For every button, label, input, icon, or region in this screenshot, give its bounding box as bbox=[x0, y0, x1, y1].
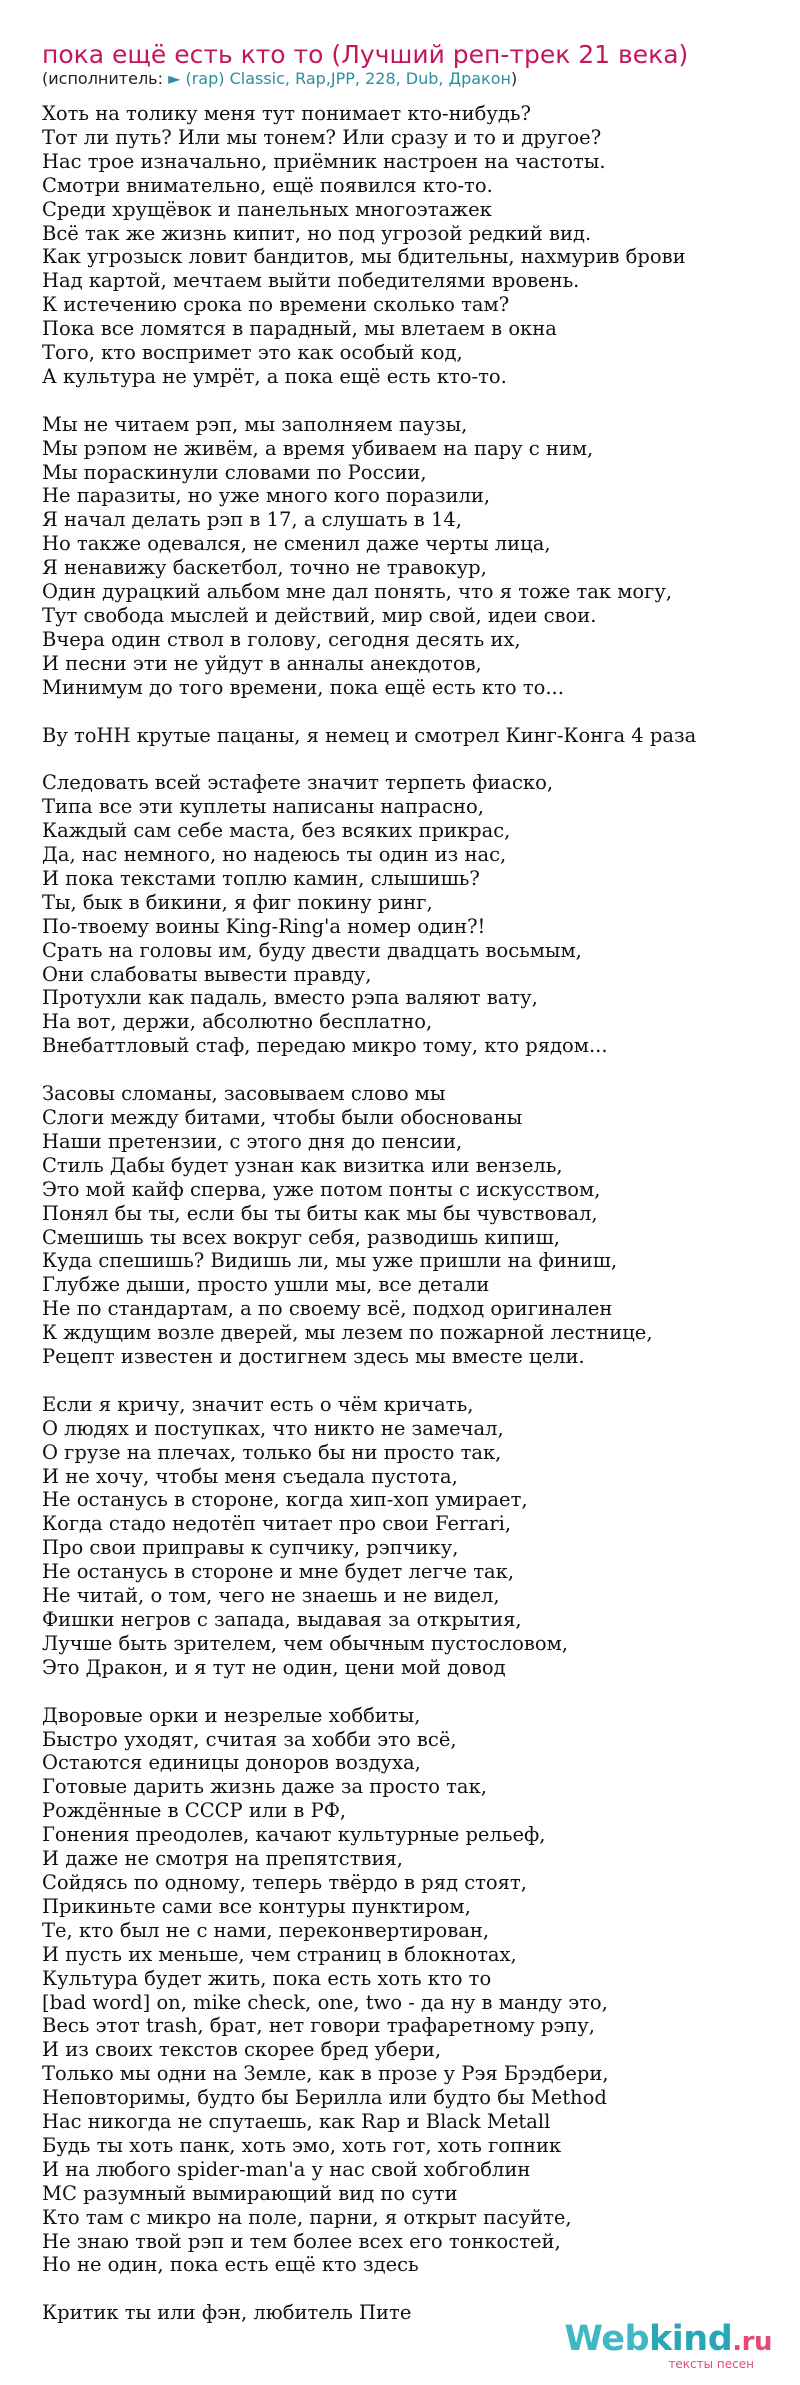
lyrics-line: Стиль Дабы будет узнан как визитка или вензель, bbox=[42, 1153, 563, 1177]
site-logo[interactable] bbox=[564, 2320, 772, 2371]
lyrics-line: Если я кричу, значит есть о чём кричать, bbox=[42, 1392, 474, 1416]
lyrics-line: По-твоему воины King-Ring'a номер один?! bbox=[42, 914, 486, 938]
lyrics-text bbox=[42, 102, 782, 2349]
lyrics-line: Фишки негров с запада, выдавая за открытия, bbox=[42, 1608, 522, 1632]
lyrics-line: Мы рэпом не живём, а время убиваем на пару с ним, bbox=[42, 436, 594, 460]
logo-ru: .ru bbox=[732, 2327, 772, 2357]
artist-prefix: (исполнитель: bbox=[42, 69, 169, 88]
lyrics-line: Те, кто был не с нами, переконвертирован, bbox=[42, 1918, 490, 1942]
lyrics-line: Сойдясь по одному, теперь твёрдо в ряд стоят, bbox=[42, 1870, 527, 1894]
lyrics-line: МС разумный вымирающий вид по сути bbox=[42, 2181, 458, 2205]
lyrics-line: Мы пораскинули словами по России, bbox=[42, 460, 427, 484]
logo-web: Web bbox=[564, 2319, 650, 2359]
artist-suffix: ) bbox=[510, 69, 518, 88]
lyrics-stanza bbox=[42, 1082, 782, 1369]
lyrics-line: Куда спешишь? Видишь ли, мы уже пришли на финиш, bbox=[42, 1249, 618, 1273]
lyrics-line: Не по стандартам, а по своему всё, подход оригинален bbox=[42, 1297, 613, 1321]
logo-tagline: тексты песен bbox=[668, 2357, 754, 2371]
lyrics-line: Тот ли путь? Или мы тонем? Или сразу и то и другое? bbox=[42, 125, 602, 149]
lyrics-line: Засовы сломаны, засовываем слово мы bbox=[42, 1082, 446, 1106]
lyrics-line: Внебаттловый стаф, передаю микро тому, кто рядом... bbox=[42, 1034, 608, 1058]
lyrics-line: Дворовые орки и незрелые хоббиты, bbox=[42, 1703, 421, 1727]
lyrics-line: Типа все эти куплеты написаны напрасно, bbox=[42, 795, 484, 819]
lyrics-line: И песни эти не уйдут в анналы анекдотов, bbox=[42, 651, 482, 675]
lyrics-line: Готовые дарить жизнь даже за просто так, bbox=[42, 1775, 487, 1799]
lyrics-line: Да, нас немного, но надеюсь ты один из нас, bbox=[42, 843, 507, 867]
lyrics-line: Не знаю твой рэп и тем более всех его тонкостей, bbox=[42, 2229, 561, 2253]
lyrics-line: Это Дракон, и я тут не один, цени мой довод bbox=[42, 1655, 506, 1679]
lyrics-line: Прикиньте сами все контуры пунктиром, bbox=[42, 1894, 471, 1918]
lyrics-line: Вчера один ствол в голову, сегодня десять их, bbox=[42, 627, 521, 651]
lyrics-line: Ву тоНН крутые пацаны, я немец и смотрел Кинг-Конга 4 раза bbox=[42, 723, 697, 747]
lyrics-stanza bbox=[42, 771, 782, 1058]
lyrics-line: Не останусь в стороне и мне будет легче так, bbox=[42, 1560, 515, 1584]
lyrics-line: Того, кто воспримет это как особый код, bbox=[42, 341, 463, 365]
lyrics-line: Не паразиты, но уже много кого поразили, bbox=[42, 484, 491, 508]
lyrics-line: И даже не смотря на препятствия, bbox=[42, 1847, 403, 1871]
lyrics-line: Когда стадо недотёп читает про свои Ferrari, bbox=[42, 1512, 512, 1536]
lyrics-line: Я ненавижу баскетбол, точно не травокур, bbox=[42, 556, 487, 580]
lyrics-line: Это мой кайф сперва, уже потом понты с искусством, bbox=[42, 1177, 601, 1201]
lyrics-line: И из своих текстов скорее бред убери, bbox=[42, 2038, 442, 2062]
lyrics-line: Будь ты хоть панк, хоть эмо, хоть гот, хоть гопник bbox=[42, 2133, 562, 2157]
lyrics-line: Минимум до того времени, пока ещё есть кто то... bbox=[42, 675, 564, 699]
lyrics-line: Пока все ломятся в парадный, мы влетаем в окна bbox=[42, 317, 557, 341]
lyrics-line: Один дурацкий альбом мне дал понять, что я тоже так могу, bbox=[42, 580, 673, 604]
lyrics-line: Смешишь ты всех вокруг себя, разводишь кипиш, bbox=[42, 1225, 560, 1249]
lyrics-line: Глубже дыши, просто ушли мы, все детали bbox=[42, 1273, 490, 1297]
lyrics-stanza bbox=[42, 1704, 782, 2278]
lyrics-line: Кто там с микро на поле, парни, я открыт пасуйте, bbox=[42, 2205, 572, 2229]
song-title: пока ещё есть кто то (Лучший реп-трек 21 века) bbox=[42, 40, 689, 69]
lyrics-line: Не читай, о том, чего не знаешь и не видел, bbox=[42, 1584, 500, 1608]
lyrics-line: Я начал делать рэп в 17, а слушать в 14, bbox=[42, 508, 462, 532]
lyrics-line: Мы не читаем рэп, мы заполняем паузы, bbox=[42, 412, 468, 436]
lyrics-line: [bad word] on, mike check, one, two - да ну в манду это, bbox=[42, 1990, 608, 2014]
lyrics-line: Но не один, пока есть ещё кто здесь bbox=[42, 2253, 419, 2277]
lyrics-line: Протухли как падаль, вместо рэпа валяют вату, bbox=[42, 986, 538, 1010]
lyrics-line: И пусть их меньше, чем страниц в блокнотах, bbox=[42, 1942, 517, 1966]
lyrics-line: Ты, бык в бикини, я фиг покину ринг, bbox=[42, 890, 433, 914]
lyrics-stanza bbox=[42, 102, 782, 389]
lyrics-line: Неповторимы, будто бы Берилла или будто бы Method bbox=[42, 2086, 607, 2110]
lyrics-line: Но также одевался, не сменил даже черты лица, bbox=[42, 532, 551, 556]
lyrics-line: Как угрозыск ловит бандитов, мы бдительны, нахмурив брови bbox=[42, 245, 686, 269]
artist-link[interactable]: ► (rap) Classic, Rap,JPP, 228, Dub, Дракон bbox=[168, 69, 511, 88]
lyrics-stanza bbox=[42, 413, 782, 700]
lyrics-line: Не останусь в стороне, когда хип-хоп умирает, bbox=[42, 1488, 528, 1512]
lyrics-line: Они слабоваты вывести правду, bbox=[42, 962, 372, 986]
lyrics-line: Тут свобода мыслей и действий, мир свой, идеи свои. bbox=[42, 604, 597, 628]
lyrics-line: А культура не умрёт, а пока ещё есть кто-то. bbox=[42, 364, 507, 388]
lyrics-stanza bbox=[42, 1393, 782, 1680]
lyrics-line: Смотри внимательно, ещё появился кто-то. bbox=[42, 173, 493, 197]
lyrics-line: О грузе на плечах, только бы ни просто так, bbox=[42, 1440, 502, 1464]
lyrics-stanza bbox=[42, 724, 782, 748]
lyrics-line: Нас никогда не спутаешь, как Rap и Black Metall bbox=[42, 2110, 551, 2134]
lyrics-line: Над картой, мечтаем выйти победителями вровень. bbox=[42, 269, 580, 293]
lyrics-line: Понял бы ты, если бы ты биты как мы бы чувствовал, bbox=[42, 1201, 598, 1225]
lyrics-line: И пока текстами топлю камин, слышишь? bbox=[42, 866, 480, 890]
lyrics-line: И на любого spider-man'a у нас свой хобгоблин bbox=[42, 2157, 531, 2181]
lyrics-line: И не хочу, чтобы меня съедала пустота, bbox=[42, 1464, 458, 1488]
lyrics-line: Слоги между битами, чтобы были обоснованы bbox=[42, 1106, 523, 1129]
lyrics-line: Рождённые в СССР или в РФ, bbox=[42, 1799, 347, 1823]
lyrics-line: Лучше быть зрителем, чем обычным пустословом, bbox=[42, 1631, 568, 1655]
lyrics-line: Только мы одни на Земле, как в прозе у Рэя Брэдбери, bbox=[42, 2062, 609, 2086]
lyrics-line: Всё так же жизнь кипит, но под угрозой редкий вид. bbox=[42, 221, 592, 245]
lyrics-line: Остаются единицы доноров воздуха, bbox=[42, 1751, 421, 1775]
logo-kind: kind bbox=[649, 2319, 733, 2359]
lyrics-line: Следовать всей эстафете значит терпеть фиаско, bbox=[42, 771, 554, 795]
lyrics-line: Хоть на толику меня тут понимает кто-нибудь? bbox=[42, 102, 531, 125]
lyrics-line: Весь этот trash, брат, нет говори трафаретному рэпу, bbox=[42, 2014, 595, 2038]
lyrics-line: Наши претензии, с этого дня до пенсии, bbox=[42, 1129, 463, 1153]
lyrics-line: Быстро уходят, считая за хобби это всё, bbox=[42, 1727, 457, 1751]
lyrics-line: Среди хрущёвок и панельных многоэтажек bbox=[42, 197, 492, 221]
lyrics-line: Гонения преодолев, качают культурные рельеф, bbox=[42, 1823, 546, 1847]
logo-wordmark bbox=[564, 2320, 772, 2361]
lyrics-line: Про свои приправы к супчику, рэпчику, bbox=[42, 1536, 459, 1560]
lyrics-line: К истечению срока по времени сколько там? bbox=[42, 293, 510, 317]
lyrics-line: Рецепт известен и достигнем здесь мы вместе цели. bbox=[42, 1345, 585, 1369]
lyrics-line: Срать на головы им, буду двести двадцать восьмым, bbox=[42, 938, 582, 962]
lyrics-line: Критик ты или фэн, любитель Пите bbox=[42, 2301, 412, 2325]
lyrics-line: На вот, держи, абсолютно бесплатно, bbox=[42, 1010, 433, 1034]
lyrics-line: Нас трое изначально, приёмник настроен на частоты. bbox=[42, 149, 606, 173]
lyrics-line: К ждущим возле дверей, мы лезем по пожарной лестнице, bbox=[42, 1321, 653, 1345]
lyrics-line: Каждый сам себе маста, без всяких прикрас, bbox=[42, 819, 511, 843]
lyrics-line: Культура будет жить, пока есть хоть кто то bbox=[42, 1966, 492, 1990]
lyrics-line: О людях и поступках, что никто не замечал, bbox=[42, 1416, 504, 1440]
artist-line bbox=[42, 68, 782, 90]
